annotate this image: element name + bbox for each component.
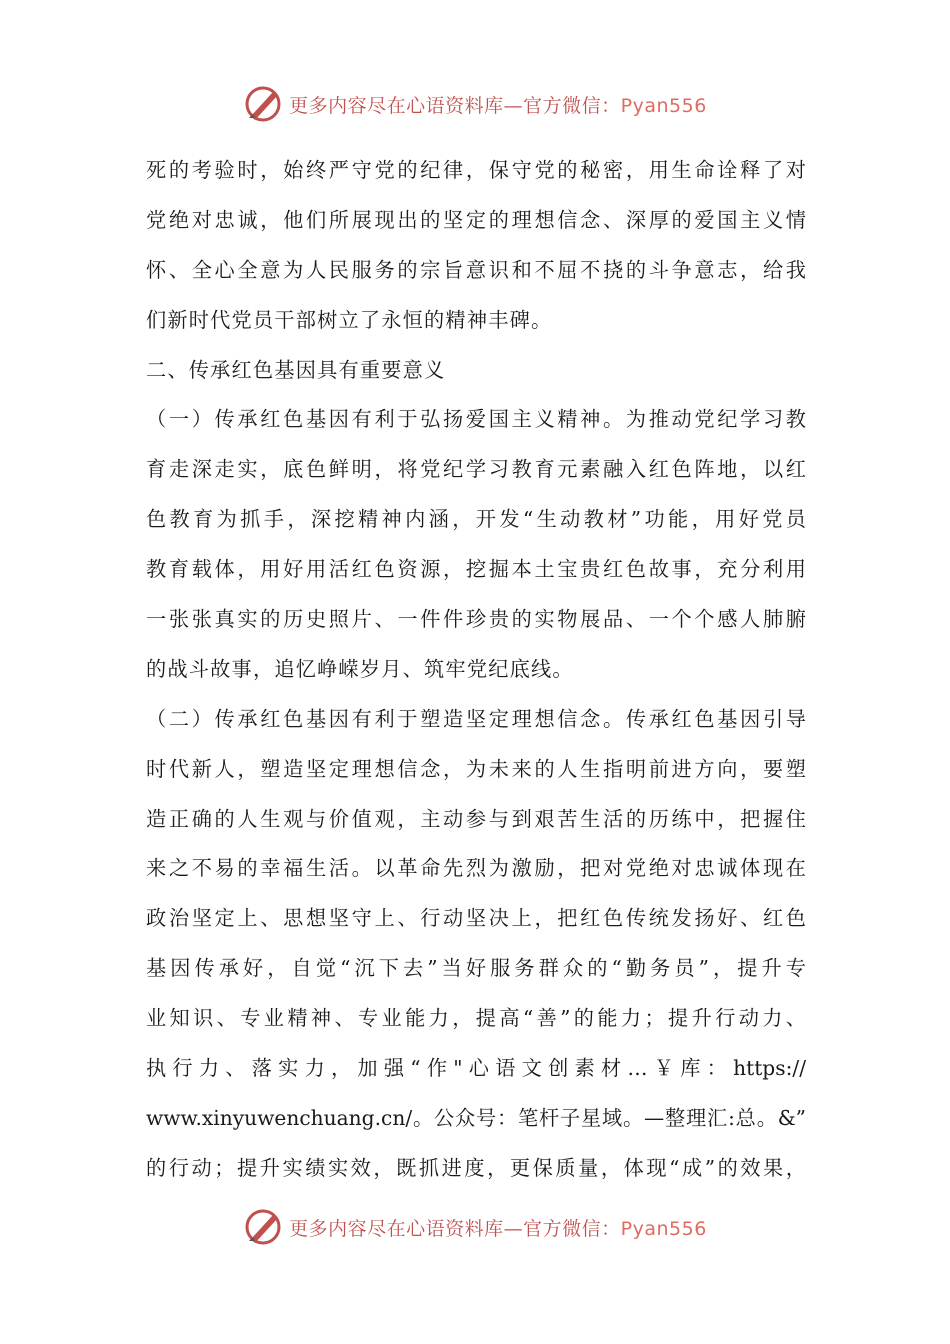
footer-wechat-id: Pyan556 <box>620 1217 707 1240</box>
body-line: 育走深走实，底色鲜明，将党纪学习教育元素融入红色阵地，以红 <box>146 457 806 482</box>
body-line: 时代新人，塑造坚定理想信念，为未来的人生指明前进方向，要塑 <box>146 756 806 781</box>
body-line: 死的考验时，始终严守党的纪律，保守党的秘密，用生命诠释了对 <box>146 158 806 182</box>
header-wechat-id: Pyan556 <box>620 94 707 117</box>
body-line: 政治坚定上、思想坚守上、行动坚决上，把红色传统发扬好、红色 <box>146 906 806 931</box>
body-line: 来之不易的幸福生活。以革命先烈为激励，把对党绝对忠诚体现在 <box>146 856 806 881</box>
page-header-banner <box>0 82 950 126</box>
header-text: 更多内容尽在心语资料库—官方微信：Pyan556 <box>289 94 707 117</box>
body-line: 基因传承好，自觉“沉下去”当好服务群众的“勤务员”，提升专 <box>146 956 806 981</box>
body-line: 党绝对忠诚，他们所展现出的坚定的理想信念、深厚的爱国主义情 <box>146 207 806 232</box>
pen-logo-icon <box>243 1207 283 1247</box>
body-line: （二）传承红色基因有利于塑造坚定理想信念。传承红色基因引导 <box>146 706 806 731</box>
pen-logo-icon <box>243 84 283 124</box>
body-line: 造正确的人生观与价值观，主动参与到艰苦生活的历练中，把握住 <box>146 806 806 831</box>
body-line: （一）传承红色基因有利于弘扬爱国主义精神。为推动党纪学习教 <box>146 407 806 432</box>
body-line: 们新时代党员干部树立了永恒的精神丰碑。 <box>146 307 553 332</box>
section-heading: 二、传承红色基因具有重要意义 <box>146 357 446 382</box>
body-line: 执行力、落实力，加强“作"心语文创素材…￥库：https:// <box>146 1056 806 1081</box>
body-line: 一张张真实的历史照片、一件件珍贵的实物展品、一个个感人肺腑 <box>146 607 806 632</box>
body-line: 教育载体，用好用活红色资源，挖掘本土宝贵红色故事，充分利用 <box>146 557 806 582</box>
body-line: 的战斗故事，追忆峥嵘岁月、筑牢党纪底线。 <box>146 656 574 681</box>
body-line: 业知识、专业精神、专业能力，提高“善”的能力；提升行动力、 <box>146 1006 806 1031</box>
body-line: 怀、全心全意为人民服务的宗旨意识和不屈不挠的斗争意志，给我 <box>146 257 806 282</box>
body-line: 的行动；提升实绩实效，既抓进度，更保质量，体现“成”的效果， <box>146 1155 806 1180</box>
document-body <box>146 146 806 1194</box>
body-line: 色教育为抓手，深挖精神内涵，开发“生动教材”功能，用好党员 <box>146 507 806 532</box>
body-line: www.xinyuwenchuang.cn/。公众号：笔杆子星域。—整理汇:总。&” <box>146 1105 806 1130</box>
page-footer-banner <box>0 1205 950 1249</box>
footer-text: 更多内容尽在心语资料库—官方微信：Pyan556 <box>289 1217 707 1240</box>
